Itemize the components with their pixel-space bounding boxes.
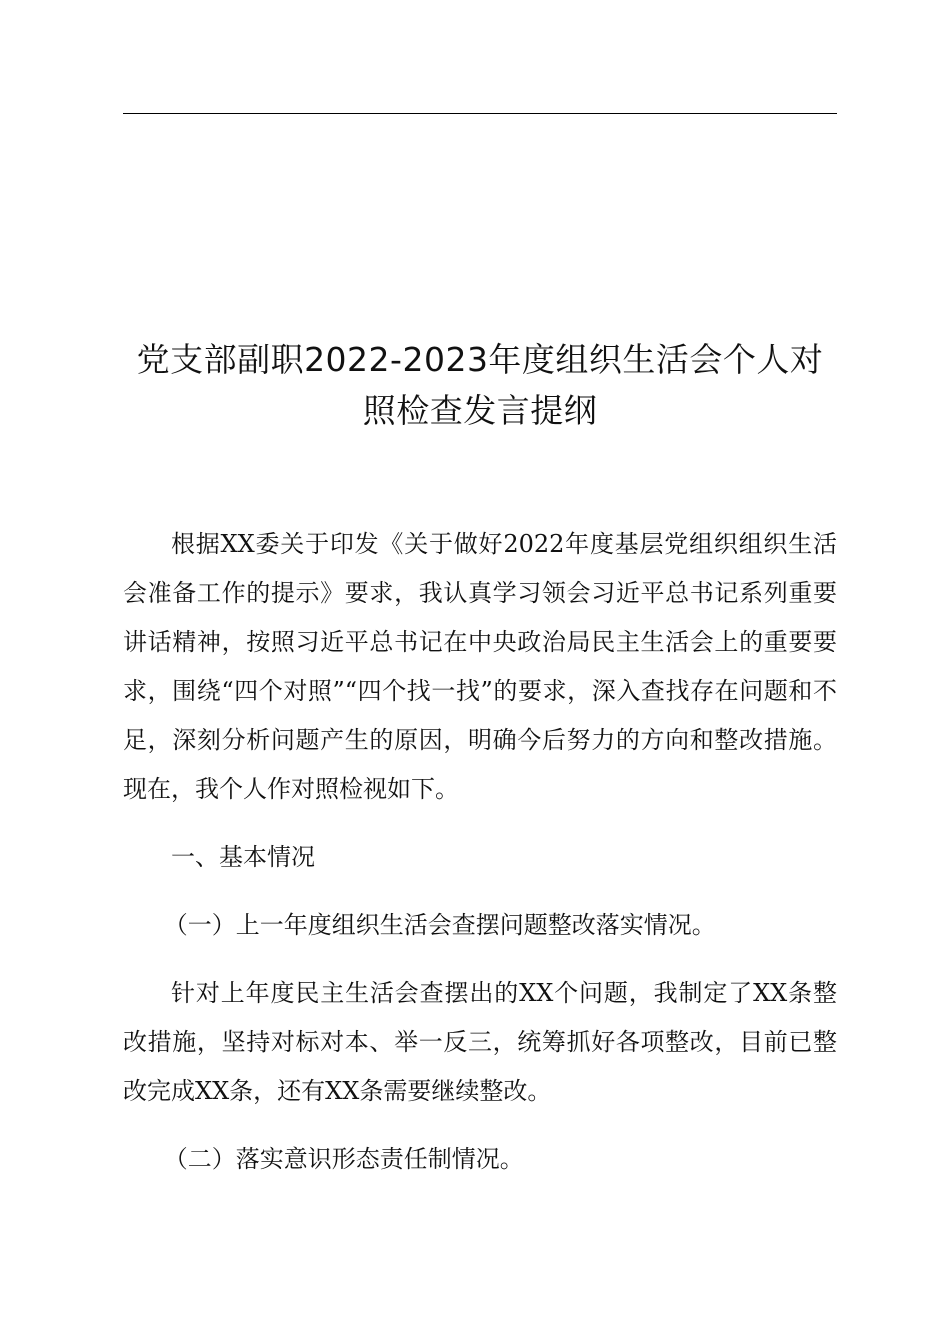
intro-paragraph: 根据XX委关于印发《关于做好2022年度基层党组织组织生活会准备工作的提示》要求，我认真学习领会习近平总书记系列重要讲话精神，按照习近平总书记在中央政治局民主生活会上的重要要求，围绕“四个对照”“四个找一找”的要求，深入查找存在问题和不足，深刻分析问题产生的原因，明确今后努力的方向和整改措施。现在，我个人作对照检视如下。 [123,530,837,803]
document-title: 党支部副职2022-2023年度组织生活会个人对照检查发言提纲 [136,340,824,430]
subsection-heading-rectification: （一）上一年度组织生活会查摆问题整改落实情况。 [163,911,716,939]
rectification-paragraph: 针对上年度民主生活会查摆出的XX个问题，我制定了XX条整改措施，坚持对标对本、举一反三，统筹抓好各项整改，目前已整改完成XX条，还有XX条需要继续整改。 [123,979,837,1105]
document-body [123,520,837,1203]
header-rule [123,113,837,114]
subsection-heading-ideology: （二）落实意识形态责任制情况。 [163,1145,524,1173]
section-heading-basic-situation: 一、基本情况 [171,843,315,871]
